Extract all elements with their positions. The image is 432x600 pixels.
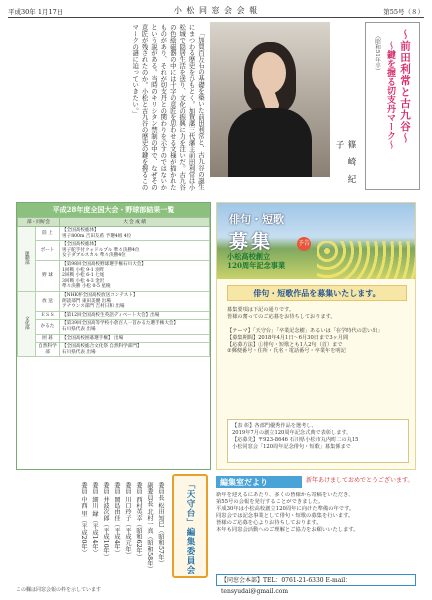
col-header-results: 大 会 成 績: [60, 218, 210, 227]
poster-subtitle: 小松高校創立 120周年記念事業: [227, 252, 286, 270]
table-row: [18, 260, 210, 291]
committee-title: 「天守台」編集委員会: [185, 480, 195, 575]
article-title-box: [365, 22, 420, 190]
event-cell: ＥＳＳ: [36, 311, 60, 320]
event-cell: 放 送: [36, 291, 60, 311]
notice-badge: 予告: [297, 237, 311, 251]
results-table-title: 平成28年度全国大会・野球部結果一覧: [17, 203, 210, 217]
poster-banner: 俳句・短歌作品を募集いたします。: [227, 285, 407, 301]
table-row: [18, 334, 210, 343]
table-row: [18, 320, 210, 334]
article-graduation: （昭和51年卒）: [374, 33, 380, 74]
category-cell: 運動部: [18, 227, 36, 292]
header-divider: [8, 17, 424, 18]
result-cell: 【全国高校囲碁選手権】 出場: [60, 334, 210, 343]
category-cell: 文化部: [18, 291, 36, 356]
table-row: [18, 291, 210, 311]
article-body: 「加賀百万石の基礎を築いた前田利常と、古九谷の誕生にまつわる歴史をひもとく。加賀藩三代藩主前田利常は小松城で隠居生活を送り、文化の振興に力を注いだ。古九谷の色絵磁器の中には十字の意匠を思わせる文様が描かれたものがあり、それが切支丹との関わりを示すのではないかという説がある。当時のキリシタン禁制の中で、なぜその意匠が残されたのか。小松と古九谷の歴史の鍵を握るこのマークの謎に迫っていきたい。」: [131, 24, 205, 191]
issue-number: 第55号（８）: [383, 8, 424, 16]
article-subtitle: 〜鍵を握る切支丹マーク〜: [385, 41, 395, 149]
poster-title-small: 俳句・短歌: [229, 213, 284, 226]
editorial-committee: [16, 474, 211, 582]
committee-title-box: [172, 474, 208, 578]
committee-members: 委員長 松田知巳（昭和57年） 副委員長 北村一真（昭和58年） 委員 西村英幸（昭和62年） 委員 川口玲子（平成元年） 委員 岡島由佳（平成4年） 委員 井波次郎（平成10年） 委員 細川 縁（平成14年） 委員 中西 里（平成20年）: [80, 482, 164, 573]
table-row: [18, 311, 210, 320]
editor-note-title: 編集室だより: [216, 476, 302, 488]
result-cell: 【第39回全国高等学校小倉百人一首かるた選手権大会】 石川県代表 出場: [60, 320, 210, 334]
editor-greeting: 新年あけましておめでとうございます。: [306, 477, 414, 484]
poster-details: 募集要項は下記の通りです。 皆様の奮ってのご応募をお待ちしております。 【テーマ】「天守台」「卒業記念樹」あるいは「在学時代の思い出」 【募集期間】2018年4月1日〜6月30日まで3ヶ月間 【応募方法】①俳句・短歌とも1人2句（首）まで ②郵便番号・住所・氏名・電話番号・卒業年を明記: [227, 307, 383, 355]
footnote: この欄は同窓会報の枠を示しています: [16, 587, 102, 593]
result-cell: 【第98回全国高校野球選手権石川大会】 1回戦 小松 9-1 羽咋 2回戦 小松 6-1 七尾 3回戦 小松 4-3 金沢 準々決勝 小松 0-5 星稜: [60, 260, 210, 291]
article-title: 〜前田利常と古九谷〜: [399, 29, 411, 144]
editor-note-body: 新年を迎えるにあたり、多くの皆様から寄稿をいただき、 第55号の会報を発行することができました。 平成30年は小松高校創立120周年に向けた準備の年です。 同窓会では記念事業として俳句・短歌の募集を行います。 皆様のご応募を心よりお待ちしております。 本年も同窓会活動へのご理解とご協力をお願いいたします。: [216, 492, 359, 533]
table-row: [18, 227, 210, 241]
issue-date: 平成30年 1月17日: [8, 8, 64, 16]
event-cell: 囲 碁: [36, 334, 60, 343]
result-cell: 【第12回全国高校生英語ディベート大会】出場: [60, 311, 210, 320]
event-cell: 野 球: [36, 260, 60, 291]
contact-info: 【同窓会本部】TEL：0761-21-6330 E-mail：tensyudai@gmail.com: [216, 574, 416, 586]
feature-article: [15, 22, 420, 198]
result-cell: 【全国高校総合文化祭 自然科学部門】 石川県代表 出場: [60, 343, 210, 357]
results-table: [16, 202, 211, 470]
result-cell: 【NHK杯全国高校放送コンテスト】 朗読部門 東田美優 出場 アナウンス部門 吉村日和 出場: [60, 291, 210, 311]
article-author: 篠 崎 紀 子: [334, 140, 356, 186]
results-grid: [17, 217, 210, 357]
event-cell: 自然科学部: [36, 343, 60, 357]
result-cell: 【全国高校総体】 男子舵手付クォドルプル 準々決勝4位 女子ダブルスカル 準々決勝4位: [60, 241, 210, 261]
table-row: [18, 241, 210, 261]
event-cell: ボート: [36, 241, 60, 261]
newsletter-title: 小 松 同 窓 会 会 報: [173, 6, 259, 15]
poster-submission-box: 【表 彰】各部門優秀作品を選考し、 2019年7月の創立120周年記念式典で表彰します。 【応募先】〒923-8646 石川県小松市丸内町二の丸15 小松同窓会「120周年記念俳句・短歌」募集係まで: [227, 419, 409, 463]
result-cell: 【全国高校総体】 男子800m 吉田友希 予選4組 4位: [60, 227, 210, 241]
author-photo: [210, 22, 330, 177]
haiku-tanka-poster: [216, 202, 416, 470]
table-row: [18, 343, 210, 357]
event-cell: 陸 上: [36, 227, 60, 241]
event-cell: かるた: [36, 320, 60, 334]
col-header-club: 部・同好会: [18, 218, 60, 227]
poster-title-large: 募集: [229, 231, 274, 253]
page-header: [8, 4, 424, 18]
